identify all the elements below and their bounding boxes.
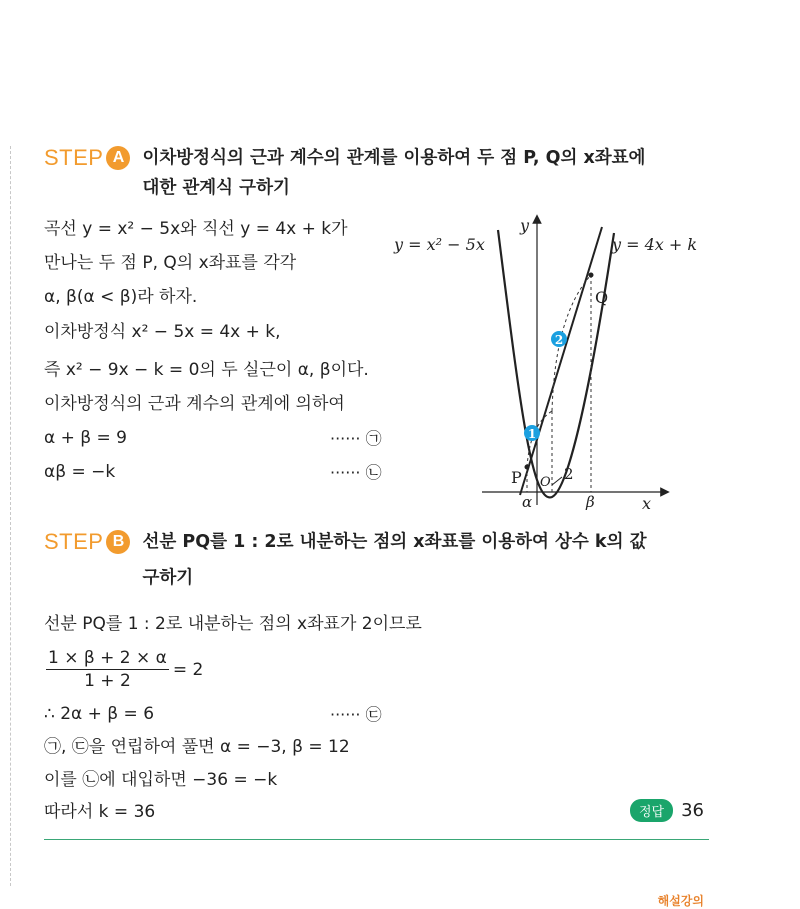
answer-value: 36 [681, 800, 704, 821]
step-b-title-line1: 선분 PQ를 1 : 2로 내분하는 점의 x좌표를 이용하여 상수 k의 값 [142, 532, 647, 552]
two-mark-label: 2 [564, 465, 574, 483]
x-axis-label: x [642, 494, 652, 513]
equation-2-tag: ······ ㉡ [330, 463, 382, 482]
fraction-rhs: = 2 [172, 659, 204, 680]
point-q [589, 273, 594, 278]
parabola-line-graph [380, 205, 710, 515]
step-a-text-line1: 곡선 y = x² − 5x와 직선 y = 4x + k가 [44, 219, 348, 239]
step-b-text-line3: ∴ 2α + β = 6 [44, 704, 155, 724]
step-b-title-line2: 구하기 [142, 568, 194, 588]
tangent-line [520, 227, 602, 495]
fraction-denominator: 1 + 2 [84, 671, 131, 691]
section-divider [44, 839, 709, 840]
origin-label: O [540, 475, 551, 490]
step-b-header [44, 527, 646, 593]
step-a-title-line2: 대한 관계식 구하기 [142, 178, 290, 198]
equation-1: α + β = 9 [44, 428, 127, 448]
step-a-title-line1: 이차방정식의 근과 계수의 관계를 이용하여 두 점 P, Q의 x좌표에 [142, 148, 646, 168]
curve-label: y = x² − 5x [394, 235, 485, 254]
answer-badge: 정답 [630, 799, 673, 822]
step-b-text-line5: 이를 ㉡에 대입하면 −36 = −k [44, 770, 278, 790]
section-formula [46, 648, 203, 691]
fraction [46, 648, 169, 691]
step-b-text-line6: 따라서 k = 36 [44, 802, 156, 822]
step-a-text-line2: 만나는 두 점 P, Q의 x좌표를 각각 [44, 253, 297, 273]
equation-3-tag: ······ ㉢ [330, 705, 382, 724]
step-a-badge: A [106, 146, 130, 170]
answer-box [630, 799, 704, 822]
step-a-text-line5: 즉 x² − 9x − k = 0의 두 실근이 α, β이다. [44, 360, 369, 380]
point-q-label: Q [595, 288, 609, 307]
step-b-title [142, 527, 646, 593]
lecture-tag: 해설강의 [657, 894, 704, 908]
step-a-text-line4: 이차방정식 x² − 5x = 4x + k, [44, 322, 281, 342]
beta-tick-label: β [586, 493, 595, 511]
line-label: y = 4x + k [612, 235, 698, 254]
step-b-text-line4: ㉠, ㉢을 연립하여 풀면 α = −3, β = 12 [44, 737, 350, 757]
step-a-title [142, 143, 645, 203]
circle-2-label: 2 [554, 333, 564, 347]
step-b-label: STEP [44, 529, 104, 554]
page-edge-line [10, 146, 11, 886]
point-p-label: P [511, 468, 522, 487]
equation-2: αβ = −k [44, 462, 116, 482]
step-b-text-line1: 선분 PQ를 1 : 2로 내분하는 점의 x좌표가 2이므로 [44, 614, 422, 634]
step-a-label: STEP [44, 145, 104, 170]
point-p [525, 465, 530, 470]
fraction-numerator: 1 × β + 2 × α [48, 648, 167, 668]
y-axis-label: y [520, 216, 530, 235]
step-a-text-line3: α, β(α < β)라 하자. [44, 287, 198, 307]
parabola-curve [498, 230, 614, 497]
equation-1-tag: ······ ㉠ [330, 429, 382, 448]
circle-1-label: 1 [527, 427, 537, 441]
alpha-tick-label: α [522, 493, 533, 511]
step-b-badge: B [106, 530, 130, 554]
step-a-header [44, 143, 645, 203]
step-a-text-line6: 이차방정식의 근과 계수의 관계에 의하여 [44, 394, 345, 414]
